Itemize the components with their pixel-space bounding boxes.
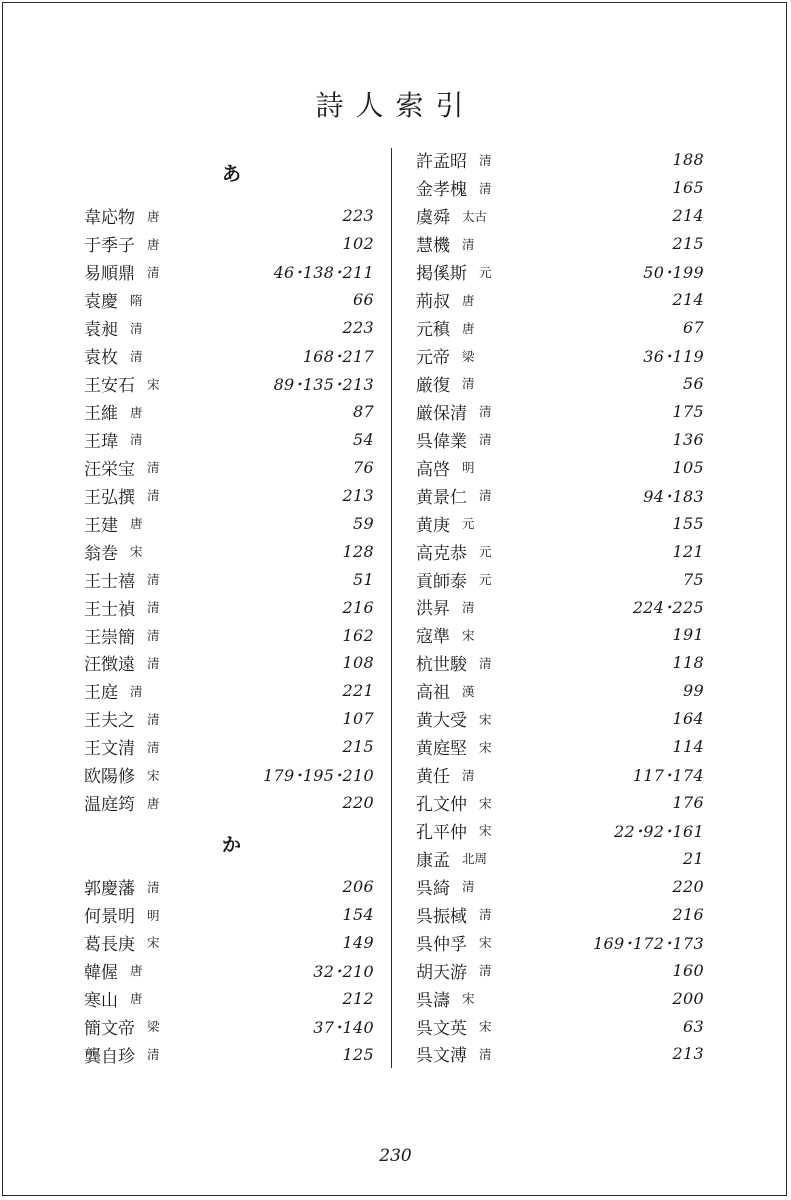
poet-name: 黄大受 bbox=[416, 711, 467, 732]
page-references: 136 bbox=[672, 429, 704, 449]
dynasty-label: 梁 bbox=[147, 1019, 160, 1035]
poet-name: 龔自珍 bbox=[84, 1046, 135, 1067]
index-entry bbox=[84, 789, 374, 817]
index-entry bbox=[84, 761, 374, 789]
dynasty-label: 唐 bbox=[462, 292, 475, 308]
dynasty-label: 清 bbox=[147, 628, 160, 644]
page-references: 160 bbox=[672, 960, 704, 980]
poet-name: 呉偉業 bbox=[416, 431, 467, 452]
poet-name: 王庭 bbox=[84, 683, 118, 704]
poet-name: 葛長庚 bbox=[84, 934, 135, 955]
poet-name: 孔文仲 bbox=[416, 795, 467, 816]
dynasty-label: 唐 bbox=[147, 795, 160, 811]
right-column bbox=[416, 146, 704, 1068]
index-entry bbox=[416, 370, 704, 398]
index-entry bbox=[84, 426, 374, 454]
page-references: 46･138･211 bbox=[273, 263, 374, 283]
page-references: 176 bbox=[672, 793, 704, 813]
index-entry bbox=[416, 258, 704, 286]
poet-name: 温庭筠 bbox=[84, 795, 135, 816]
poet-name: 金孝槐 bbox=[416, 180, 467, 201]
poet-name: 黄景仁 bbox=[416, 487, 467, 508]
poet-name: 寇準 bbox=[416, 627, 450, 648]
page-references: 107 bbox=[342, 709, 374, 729]
dynasty-label: 清 bbox=[479, 655, 492, 671]
poet-name: 王崇簡 bbox=[84, 627, 135, 648]
page-references: 179･195･210 bbox=[263, 766, 374, 786]
poet-name: 簡文帝 bbox=[84, 1018, 135, 1039]
index-entry bbox=[84, 873, 374, 901]
page-references: 75 bbox=[683, 569, 704, 589]
page-references: 223 bbox=[342, 318, 374, 338]
poet-name: 黄任 bbox=[416, 767, 450, 788]
dynasty-label: 清 bbox=[130, 432, 143, 448]
dynasty-label: 宋 bbox=[147, 935, 160, 951]
poet-name: 欧陽修 bbox=[84, 767, 135, 788]
dynasty-label: 明 bbox=[462, 460, 475, 476]
page-references: 155 bbox=[672, 513, 704, 533]
dynasty-label: 元 bbox=[462, 516, 475, 532]
dynasty-label: 清 bbox=[462, 767, 475, 783]
poet-name: 許孟昭 bbox=[416, 152, 467, 173]
dynasty-label: 宋 bbox=[462, 991, 475, 1007]
page-references: 168･217 bbox=[302, 347, 374, 367]
index-entry bbox=[416, 817, 704, 845]
page-references: 37･140 bbox=[313, 1017, 374, 1037]
index-entry bbox=[416, 314, 704, 342]
poet-name: 王士禧 bbox=[84, 571, 135, 592]
index-entry bbox=[416, 1040, 704, 1068]
poet-name: 汪栄宝 bbox=[84, 459, 135, 480]
poet-name: 孔平仲 bbox=[416, 822, 467, 843]
dynasty-label: 元 bbox=[479, 544, 492, 560]
page-references: 221 bbox=[342, 681, 374, 701]
dynasty-label: 清 bbox=[479, 404, 492, 420]
poet-name: 呉綺 bbox=[416, 878, 450, 899]
dynasty-label: 宋 bbox=[479, 823, 492, 839]
poet-name: 洪昇 bbox=[416, 599, 450, 620]
poet-name: 呉濤 bbox=[416, 990, 450, 1011]
index-entry bbox=[416, 928, 704, 956]
dynasty-label: 宋 bbox=[147, 376, 160, 392]
page-references: 121 bbox=[672, 541, 704, 561]
page-references: 154 bbox=[342, 905, 374, 925]
index-entry bbox=[84, 537, 374, 565]
index-entry bbox=[416, 761, 704, 789]
page-references: 36･119 bbox=[643, 347, 704, 367]
page-references: 223 bbox=[342, 206, 374, 226]
poet-name: 慧機 bbox=[416, 236, 450, 257]
page-references: 224･225 bbox=[632, 598, 704, 618]
dynasty-label: 清 bbox=[479, 963, 492, 979]
index-entry bbox=[416, 174, 704, 202]
dynasty-label: 唐 bbox=[147, 208, 160, 224]
dynasty-label: 清 bbox=[147, 488, 160, 504]
index-entry bbox=[84, 956, 374, 984]
page-references: 63 bbox=[683, 1016, 704, 1036]
dynasty-label: 唐 bbox=[130, 991, 143, 1007]
page-references: 51 bbox=[353, 569, 374, 589]
dynasty-label: 清 bbox=[147, 711, 160, 727]
poet-name: 呉文英 bbox=[416, 1018, 467, 1039]
dynasty-label: 清 bbox=[479, 907, 492, 923]
page-references: 21 bbox=[683, 848, 704, 868]
poet-name: 呉振棫 bbox=[416, 906, 467, 927]
dynasty-label: 清 bbox=[147, 739, 160, 755]
page-references: 175 bbox=[672, 401, 704, 421]
index-entry bbox=[84, 509, 374, 537]
poet-name: 汪徴遠 bbox=[84, 655, 135, 676]
index-entry bbox=[84, 565, 374, 593]
page-references: 215 bbox=[342, 737, 374, 757]
index-entry bbox=[84, 649, 374, 677]
index-entry bbox=[416, 621, 704, 649]
poet-name: 何景明 bbox=[84, 907, 135, 928]
index-entry bbox=[84, 901, 374, 929]
poet-name: 王安石 bbox=[84, 376, 135, 397]
poet-name: 韋応物 bbox=[84, 208, 135, 229]
index-entry bbox=[416, 844, 704, 872]
dynasty-label: 清 bbox=[462, 236, 475, 252]
poet-name: 杭世駿 bbox=[416, 655, 467, 676]
index-entry bbox=[84, 230, 374, 258]
dynasty-label: 宋 bbox=[130, 544, 143, 560]
index-entry bbox=[416, 342, 704, 370]
page-references: 76 bbox=[353, 457, 374, 477]
index-entry bbox=[416, 593, 704, 621]
page-references: 118 bbox=[672, 653, 704, 673]
index-entry bbox=[416, 677, 704, 705]
section-heading: あ bbox=[222, 163, 242, 185]
dynasty-label: 清 bbox=[479, 488, 492, 504]
dynasty-label: 清 bbox=[479, 152, 492, 168]
index-entry bbox=[84, 481, 374, 509]
poet-name: 王夫之 bbox=[84, 711, 135, 732]
dynasty-label: 清 bbox=[130, 320, 143, 336]
page-references: 200 bbox=[672, 988, 704, 1008]
page-references: 108 bbox=[342, 653, 374, 673]
poet-name: 王士禎 bbox=[84, 599, 135, 620]
page-references: 94･183 bbox=[643, 486, 704, 506]
dynasty-label: 元 bbox=[479, 572, 492, 588]
column-divider bbox=[391, 148, 392, 1068]
poet-name: 王文清 bbox=[84, 739, 135, 760]
index-entry bbox=[84, 1040, 374, 1068]
poet-name: 袁枚 bbox=[84, 348, 118, 369]
page-references: 213 bbox=[672, 1044, 704, 1064]
dynasty-label: 清 bbox=[147, 879, 160, 895]
index-entry bbox=[416, 565, 704, 593]
poet-name: 王維 bbox=[84, 404, 118, 425]
dynasty-label: 太古 bbox=[462, 208, 488, 224]
dynasty-label: 清 bbox=[147, 572, 160, 588]
index-entry bbox=[84, 398, 374, 426]
dynasty-label: 唐 bbox=[147, 236, 160, 252]
dynasty-label: 清 bbox=[130, 348, 143, 364]
page-references: 102 bbox=[342, 234, 374, 254]
index-entry bbox=[84, 593, 374, 621]
dynasty-label: 清 bbox=[462, 879, 475, 895]
index-entry bbox=[84, 1012, 374, 1040]
index-entry bbox=[416, 230, 704, 258]
page-references: 56 bbox=[683, 373, 704, 393]
page-references: 214 bbox=[672, 206, 704, 226]
dynasty-label: 梁 bbox=[462, 348, 475, 364]
dynasty-label: 清 bbox=[462, 376, 475, 392]
dynasty-label: 清 bbox=[479, 1046, 492, 1062]
dynasty-label: 唐 bbox=[130, 963, 143, 979]
page-references: 165 bbox=[672, 178, 704, 198]
index-entry bbox=[416, 481, 704, 509]
index-entry bbox=[84, 202, 374, 230]
dynasty-label: 清 bbox=[147, 264, 160, 280]
poet-name: 王弘撰 bbox=[84, 487, 135, 508]
page-references: 188 bbox=[672, 150, 704, 170]
dynasty-label: 唐 bbox=[130, 404, 143, 420]
page-references: 22･92･161 bbox=[614, 821, 704, 841]
dynasty-label: 宋 bbox=[479, 711, 492, 727]
page-references: 117･174 bbox=[632, 766, 704, 786]
index-entry bbox=[84, 370, 374, 398]
dynasty-label: 元 bbox=[479, 264, 492, 280]
dynasty-label: 清 bbox=[147, 600, 160, 616]
poet-name: 高啓 bbox=[416, 459, 450, 480]
page-references: 54 bbox=[353, 429, 374, 449]
index-entry bbox=[416, 425, 704, 453]
index-entry bbox=[416, 509, 704, 537]
dynasty-label: 隋 bbox=[130, 292, 143, 308]
index-entry bbox=[84, 286, 374, 314]
index-entry bbox=[84, 677, 374, 705]
dynasty-label: 漢 bbox=[462, 683, 475, 699]
dynasty-label: 清 bbox=[147, 1047, 160, 1063]
poet-name: 高祖 bbox=[416, 683, 450, 704]
poet-name: 呉文溥 bbox=[416, 1046, 467, 1067]
dynasty-label: 北周 bbox=[462, 851, 488, 867]
page-references: 128 bbox=[342, 541, 374, 561]
poet-name: 貢師泰 bbox=[416, 571, 467, 592]
poet-name: 袁慶 bbox=[84, 292, 118, 313]
poet-name: 高克恭 bbox=[416, 543, 467, 564]
page-references: 162 bbox=[342, 625, 374, 645]
page-references: 212 bbox=[342, 988, 374, 1008]
index-entry bbox=[84, 929, 374, 957]
index-entry bbox=[84, 314, 374, 342]
poet-name: 康孟 bbox=[416, 850, 450, 871]
index-entry bbox=[416, 537, 704, 565]
page-references: 206 bbox=[342, 877, 374, 897]
poet-name: 王瑋 bbox=[84, 431, 118, 452]
page-references: 66 bbox=[353, 290, 374, 310]
index-entry bbox=[416, 984, 704, 1012]
dynasty-label: 清 bbox=[462, 599, 475, 615]
page-number: 230 bbox=[379, 1146, 412, 1166]
page-references: 220 bbox=[672, 876, 704, 896]
page-references: 216 bbox=[342, 597, 374, 617]
dynasty-label: 清 bbox=[147, 655, 160, 671]
poet-name: 厳復 bbox=[416, 375, 450, 396]
index-entry bbox=[416, 286, 704, 314]
page-references: 191 bbox=[672, 625, 704, 645]
dynasty-label: 清 bbox=[479, 180, 492, 196]
dynasty-label: 宋 bbox=[479, 739, 492, 755]
poet-name: 黄庭堅 bbox=[416, 739, 467, 760]
index-entry bbox=[84, 342, 374, 370]
index-entry bbox=[416, 733, 704, 761]
index-entry bbox=[416, 202, 704, 230]
page-references: 105 bbox=[672, 457, 704, 477]
page-references: 164 bbox=[672, 709, 704, 729]
page-references: 114 bbox=[672, 737, 704, 757]
page-references: 213 bbox=[342, 485, 374, 505]
dynasty-label: 明 bbox=[147, 907, 160, 923]
page-references: 215 bbox=[672, 234, 704, 254]
page-references: 216 bbox=[672, 904, 704, 924]
page-references: 50･199 bbox=[643, 263, 704, 283]
dynasty-label: 清 bbox=[479, 432, 492, 448]
poet-name: 厳保清 bbox=[416, 403, 467, 424]
poet-name: 掲傒斯 bbox=[416, 264, 467, 285]
poet-name: 于季子 bbox=[84, 236, 135, 257]
dynasty-label: 宋 bbox=[479, 1019, 492, 1035]
poet-name: 胡天游 bbox=[416, 962, 467, 983]
index-entry bbox=[84, 453, 374, 481]
index-entry bbox=[84, 705, 374, 733]
dynasty-label: 宋 bbox=[479, 795, 492, 811]
index-entry bbox=[84, 258, 374, 286]
index-entry bbox=[84, 733, 374, 761]
page-references: 59 bbox=[353, 513, 374, 533]
page-references: 214 bbox=[672, 290, 704, 310]
index-entry bbox=[84, 984, 374, 1012]
section-heading: か bbox=[222, 833, 242, 856]
dynasty-label: 宋 bbox=[147, 767, 160, 783]
page-references: 149 bbox=[342, 932, 374, 952]
poet-name: 袁昶 bbox=[84, 320, 118, 341]
index-entry bbox=[416, 453, 704, 481]
poet-name: 元帝 bbox=[416, 348, 450, 369]
index-entry bbox=[416, 956, 704, 984]
index-entry bbox=[416, 1012, 704, 1040]
page-references: 220 bbox=[342, 793, 374, 813]
poet-name: 荊叔 bbox=[416, 292, 450, 313]
poet-name: 元稹 bbox=[416, 320, 450, 341]
dynasty-label: 宋 bbox=[479, 935, 492, 951]
poet-name: 王建 bbox=[84, 515, 118, 536]
poet-name: 寒山 bbox=[84, 990, 118, 1011]
poet-name: 郭慶藩 bbox=[84, 879, 135, 900]
dynasty-label: 清 bbox=[130, 683, 143, 699]
index-entry bbox=[416, 397, 704, 425]
page-references: 125 bbox=[342, 1044, 374, 1064]
dynasty-label: 清 bbox=[147, 460, 160, 476]
page-references: 67 bbox=[683, 318, 704, 338]
index-entry bbox=[84, 621, 374, 649]
index-entry bbox=[416, 705, 704, 733]
index-entry bbox=[416, 146, 704, 174]
poet-name: 易順鼎 bbox=[84, 264, 135, 285]
page-references: 87 bbox=[353, 402, 374, 422]
index-entry bbox=[416, 872, 704, 900]
dynasty-label: 宋 bbox=[462, 627, 475, 643]
left-column bbox=[84, 146, 374, 1068]
page-references: 99 bbox=[683, 681, 704, 701]
poet-name: 韓偓 bbox=[84, 962, 118, 983]
index-entry bbox=[416, 789, 704, 817]
poet-name: 虞舜 bbox=[416, 208, 450, 229]
page-references: 32･210 bbox=[313, 961, 374, 981]
page-references: 169･172･173 bbox=[593, 933, 704, 953]
index-entry bbox=[416, 649, 704, 677]
poet-name: 翁巻 bbox=[84, 543, 118, 564]
index-entry bbox=[416, 900, 704, 928]
page-references: 89･135･213 bbox=[273, 375, 374, 395]
page-title: 詩人索引 bbox=[315, 89, 476, 122]
poet-name: 黄庚 bbox=[416, 515, 450, 536]
dynasty-label: 唐 bbox=[462, 320, 475, 336]
poet-name: 呉仲孚 bbox=[416, 934, 467, 955]
dynasty-label: 唐 bbox=[130, 516, 143, 532]
